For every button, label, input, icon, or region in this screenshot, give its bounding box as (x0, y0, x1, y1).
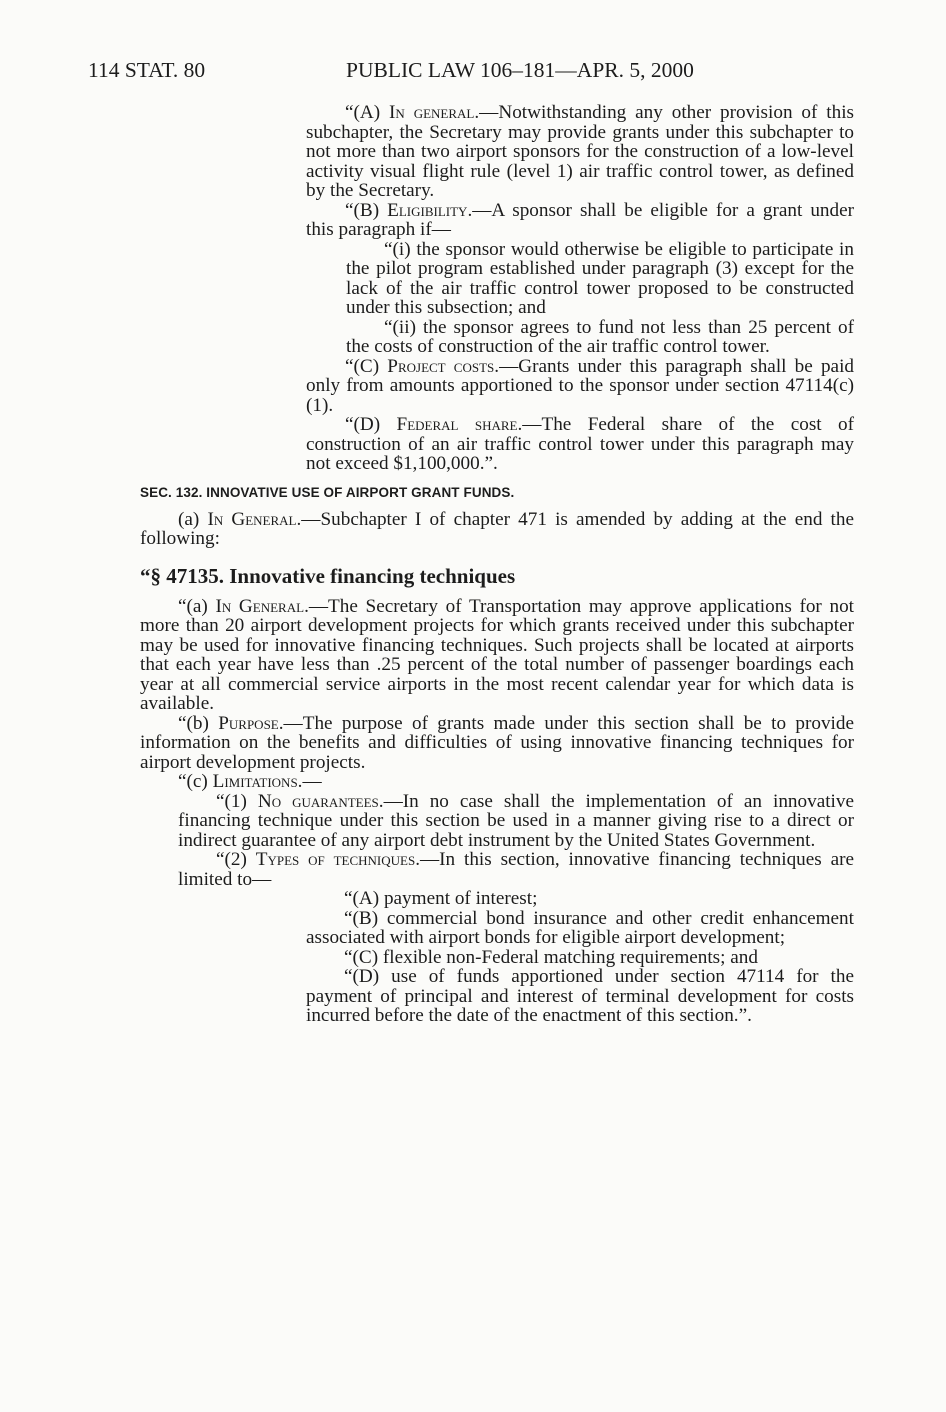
new-section-heading: “§ 47135. Innovative financing techniques (140, 563, 516, 588)
small-caps-heading: No guarantees (257, 790, 379, 812)
label: “(c) (178, 771, 213, 792)
paragraph-text: .—The purpose of grants made under this section shall be to provide information on the benefits and difficulties of using innovative financing techniques for airport development projects. (140, 712, 854, 773)
new-section-c-2 (140, 850, 854, 889)
paragraph-text: .—The Secretary of Transportation may approve applications for not more than 20 airport development projects for which grants received under this subchapter may be used for innovative financing techniques. Such projects shall be located at airports that each year have less than .25 percent of the total number of passenger boardings each year at all commercial service airports in the most recent calendar year for which data is available. (140, 595, 855, 714)
section-132-a (140, 510, 854, 549)
label: “(1) (216, 790, 258, 812)
page-header (88, 56, 858, 84)
small-caps-heading: In General (207, 508, 297, 530)
running-head: PUBLIC LAW 106–181—APR. 5, 2000 (346, 58, 694, 82)
paragraph-d-federal-share (230, 415, 854, 474)
small-caps-heading: In general (389, 102, 475, 123)
label: “(C) (345, 355, 388, 377)
small-caps-heading: In General (215, 595, 305, 617)
new-section-c-1 (140, 792, 854, 851)
paragraph-a-in-general (230, 103, 854, 201)
paragraph-c-project-costs (230, 357, 854, 416)
small-caps-heading: Limitations (212, 771, 298, 792)
label: “(A) (345, 102, 390, 123)
new-section-c-2-B: “(B) commercial bond insurance and other credit enhancement associated with airport bonds for eligible airport development; (306, 907, 854, 948)
paragraph-text: .—In no case shall the implementation of an innovative financing technique under this section be used in a manner giving rise to a direct or indirect guarantee of any airport debt instrument by the United States Government. (178, 790, 854, 851)
clause-b-ii: “(ii) the sponsor agrees to fund not less than 25 percent of the costs of construction of the air traffic control tower. (346, 316, 854, 357)
paragraph-b-eligibility (230, 201, 854, 240)
small-caps-heading: Project costs (387, 355, 495, 377)
small-caps-heading: Types of techniques (255, 849, 416, 870)
small-caps-heading: Purpose (218, 712, 279, 734)
paragraph-text: .—In this section, innovative financing techniques are limited to— (178, 849, 855, 890)
paragraph-text: .—Notwithstanding any other provision of this subchapter, the Secretary may provide grants under this subchapter to not more than two airport sponsors for the construction of a low-level activity visual flight rule (level 1) air traffic control tower, as defined by the Secretary. (306, 102, 855, 201)
small-caps-heading: Eligibility (387, 199, 468, 221)
statute-text (140, 102, 855, 1026)
paragraph-text: .—The Federal share of the cost of construction of an air traffic control tower under this paragraph may not exceed $1,100,000.”. (306, 414, 854, 474)
new-section-c-2-D: “(D) use of funds apportioned under section 47114 for the payment of principal and interest of terminal development for costs incurred before the date of the enactment of this section.”. (306, 966, 854, 1026)
label: “(B) (345, 199, 388, 221)
page-number: 114 STAT. 80 (88, 58, 206, 82)
section-heading: SEC. 132. INNOVATIVE USE OF AIRPORT GRANT FUNDS. (140, 484, 515, 500)
small-caps-heading: Federal share (396, 414, 518, 435)
label: “(2) (216, 849, 256, 870)
paragraph-text: .—Subchapter I of chapter 471 is amended by adding at the end the following: (140, 508, 854, 549)
new-section-a (140, 597, 854, 714)
label: (a) (178, 508, 208, 530)
paragraph-text: .—A sponsor shall be eligible for a grant under this paragraph if— (306, 199, 855, 240)
paragraph-text: .—Grants under this paragraph shall be paid only from amounts apportioned to the sponsor under section 47114(c)(1). (306, 355, 854, 416)
clause-b-i: “(i) the sponsor would otherwise be eligible to participate in the pilot program established under paragraph (3) except for the lack of the air traffic control tower proposed to be constructed under this subsection; and (346, 238, 854, 318)
new-section-c-2-A: “(A) payment of interest; (344, 888, 538, 909)
new-section-c (140, 772, 854, 792)
paragraph-text: .— (297, 771, 322, 792)
new-section-c-2-C: “(C) flexible non-Federal matching requirements; and (344, 946, 758, 968)
new-section-b (140, 714, 854, 773)
label: “(b) (178, 712, 219, 734)
label: “(D) (345, 414, 397, 435)
label: “(a) (178, 595, 216, 617)
